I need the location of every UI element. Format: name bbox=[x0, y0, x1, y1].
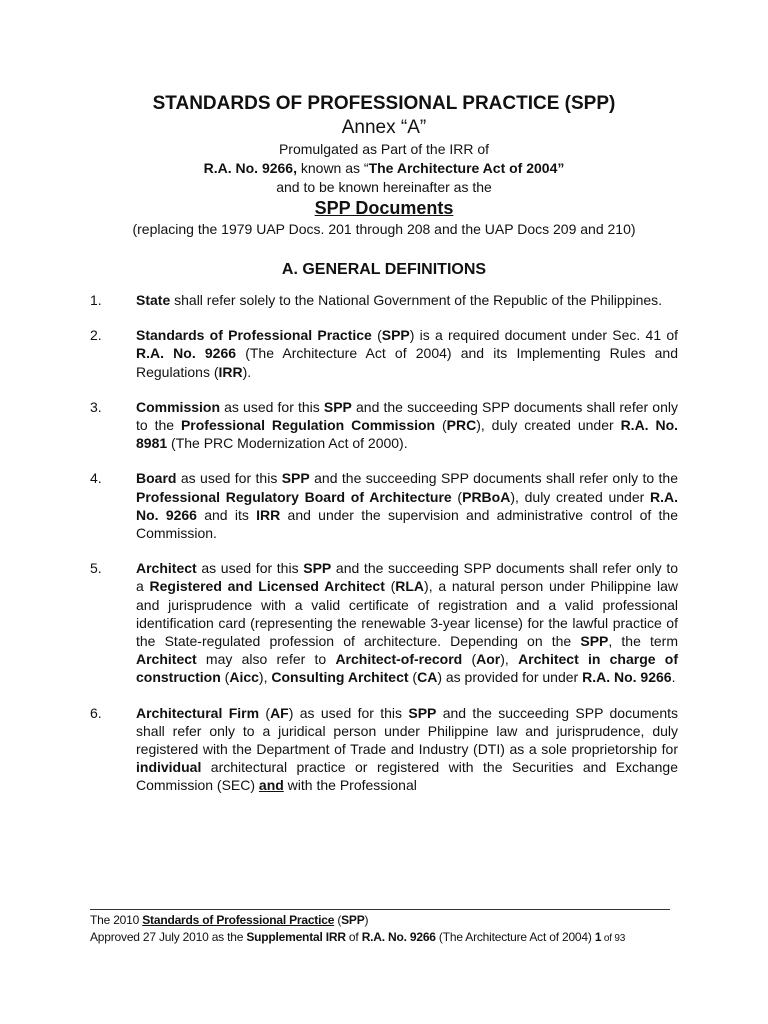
definition-item bbox=[90, 326, 678, 381]
document-header bbox=[0, 92, 768, 239]
text-run: with the Professional bbox=[283, 777, 417, 794]
act-name: The Architecture Act of 2004” bbox=[368, 160, 565, 176]
text-run: Architectural Firm bbox=[136, 704, 260, 721]
item-text bbox=[136, 469, 678, 542]
text-run: SPP bbox=[323, 398, 352, 415]
replacing-line: (replacing the 1979 UAP Docs. 201 through 208 and the UAP Docs 209 and 210) bbox=[132, 221, 636, 237]
title-main: STANDARDS OF PROFESSIONAL PRACTICE ( bbox=[152, 93, 571, 114]
text-run: as used for this bbox=[176, 470, 282, 487]
text-run: ( bbox=[451, 488, 463, 505]
text-run: Architect in charge of construction bbox=[136, 651, 679, 686]
text-run: ) as used for this bbox=[288, 704, 409, 721]
text-run: Architect bbox=[136, 560, 197, 577]
text-run: CA bbox=[417, 669, 438, 686]
text-run: SPP bbox=[341, 913, 365, 927]
item-number: 2. bbox=[90, 327, 102, 344]
text-run: SPP bbox=[303, 560, 332, 577]
item-number: 6. bbox=[90, 704, 102, 721]
title-abbr: SPP bbox=[571, 93, 610, 114]
text-run: ), duly created under bbox=[510, 488, 651, 505]
text-run: ( bbox=[220, 669, 230, 686]
text-run: ) is a required document under Sec. 41 of bbox=[409, 327, 679, 344]
ra-line bbox=[0, 159, 768, 178]
item-text bbox=[136, 291, 678, 309]
text-run: and the succeeding SPP documents shall refer only to a bbox=[136, 560, 679, 595]
text-run: Board bbox=[136, 470, 177, 487]
text-run: R.A. No. 9266 bbox=[361, 930, 436, 944]
text-run: ( bbox=[408, 669, 418, 686]
text-run: of 93 bbox=[601, 933, 626, 944]
definition-item bbox=[90, 469, 678, 542]
text-run: and the succeeding SPP documents shall refer only to the bbox=[136, 398, 678, 434]
text-run: as used for this bbox=[196, 560, 304, 577]
hereinafter-line: and to be known hereinafter as the bbox=[276, 179, 492, 195]
text-run: Supplemental IRR bbox=[246, 930, 346, 944]
text-run: (The PRC Modernization Act of 2000). bbox=[167, 435, 408, 452]
item-text bbox=[136, 326, 678, 381]
text-run: IRR bbox=[256, 506, 281, 523]
text-run: State bbox=[136, 292, 171, 308]
section-title: A. GENERAL DEFINITIONS bbox=[281, 261, 487, 278]
text-run: . bbox=[671, 669, 676, 686]
text-run: RLA bbox=[395, 578, 425, 595]
text-run: R.A. No. 9266 bbox=[582, 669, 672, 686]
text-run: ) bbox=[364, 913, 369, 927]
text-run: ), bbox=[258, 669, 272, 686]
text-run: SPP bbox=[408, 704, 437, 721]
text-run: shall refer solely to the National Government of the Republic of the Philippines. bbox=[170, 292, 663, 308]
text-run: ), bbox=[500, 651, 519, 668]
text-run: individual bbox=[136, 759, 202, 776]
text-run: may also refer to bbox=[196, 651, 336, 668]
text-run: Standards of Professional Practice bbox=[142, 913, 335, 927]
text-run: SPP bbox=[381, 327, 410, 344]
text-run: ( bbox=[259, 704, 271, 721]
text-run: Architect bbox=[136, 651, 197, 668]
item-number: 1. bbox=[90, 292, 102, 308]
text-run: , the term bbox=[608, 633, 678, 650]
text-run: of bbox=[345, 930, 362, 944]
footer-divider bbox=[90, 909, 670, 910]
text-run: SPP bbox=[281, 470, 310, 487]
text-run: and the succeeding SPP documents shall refer only to the bbox=[309, 470, 679, 487]
text-run: ), duly created under bbox=[476, 417, 621, 434]
text-run: and bbox=[258, 777, 284, 794]
text-run: ( bbox=[384, 578, 396, 595]
footer-line-1 bbox=[90, 912, 690, 929]
text-run: Registered and Licensed Architect bbox=[149, 578, 385, 595]
item-number: 4. bbox=[90, 470, 102, 487]
text-run: Architect-of-record bbox=[335, 651, 463, 668]
definition-item bbox=[90, 398, 678, 453]
text-run: Commission bbox=[136, 398, 221, 415]
text-run: ( bbox=[462, 651, 477, 668]
text-run: and its bbox=[196, 506, 257, 523]
text-run: Approved 27 July 2010 as the bbox=[90, 930, 247, 944]
text-run: ( bbox=[334, 913, 342, 927]
item-text bbox=[136, 559, 678, 686]
text-run: Standards of Professional Practice bbox=[136, 327, 372, 344]
document-title bbox=[0, 92, 768, 116]
text-run: R.A. No. 8981 bbox=[136, 417, 679, 452]
text-run: 1 bbox=[594, 930, 602, 944]
footer-line-2 bbox=[90, 929, 690, 947]
text-run: The 2010 bbox=[90, 913, 143, 927]
text-run: and the succeeding SPP documents shall refer only to a juridical person under Philippine law and jurisprudence, duly registered with the Department of Trade and Industry (DTI) as a sole proprietorship for bbox=[136, 704, 678, 758]
text-run: IRR bbox=[218, 363, 243, 380]
item-number: 5. bbox=[90, 560, 102, 577]
text-run: Professional Regulatory Board of Architecture bbox=[136, 488, 452, 505]
text-run: Aor bbox=[476, 651, 501, 668]
text-run: Professional Regulation Commission bbox=[180, 417, 436, 434]
text-run: (The Architecture Act of 2004) bbox=[435, 930, 595, 944]
text-run: Aicc bbox=[229, 669, 259, 686]
spp-documents-heading: SPP Documents bbox=[314, 198, 454, 218]
text-run: R.A. No. 9266 bbox=[136, 488, 679, 523]
text-run: ), a natural person under Philippine law and jurisprudence with a valid certificate of registration and a valid professional identification card (representing the renewable 3-year license) for the lawful practice of the State-regulated profession of architecture. Depending on the bbox=[136, 578, 678, 650]
text-run: and under the supervision and administrative control of the Commission. bbox=[136, 506, 678, 542]
text-run: ( bbox=[435, 417, 447, 434]
text-run: ). bbox=[242, 363, 252, 380]
text-run: as used for this bbox=[220, 398, 324, 415]
promulgated-line: Promulgated as Part of the IRR of bbox=[278, 141, 490, 157]
definition-item bbox=[90, 291, 678, 309]
text-run: PRBoA bbox=[462, 488, 511, 505]
page-footer bbox=[90, 912, 690, 947]
definitions-list bbox=[90, 291, 678, 812]
item-number: 3. bbox=[90, 398, 102, 415]
text-run: (The Architecture Act of 2004) and its Implementing Rules and Regulations ( bbox=[136, 345, 678, 380]
text-run: Consulting Architect bbox=[271, 669, 409, 686]
ra-number: R.A. No. 9266, bbox=[203, 160, 297, 176]
definition-item bbox=[90, 559, 678, 686]
title-close: ) bbox=[609, 93, 616, 114]
text-run: R.A. No. 9266 bbox=[136, 345, 237, 362]
item-text bbox=[136, 398, 678, 453]
text-run: architectural practice or registered with the Securities and Exchange Commission (SEC) bbox=[136, 759, 678, 794]
text-run: ( bbox=[371, 327, 382, 344]
item-text bbox=[136, 704, 678, 795]
text-run: SPP bbox=[580, 633, 609, 650]
text-run: PRC bbox=[446, 417, 477, 434]
annex-label: Annex “A” bbox=[341, 117, 427, 138]
text-run: ) as provided for under bbox=[437, 669, 583, 686]
definition-item bbox=[90, 704, 678, 795]
text-run: AF bbox=[270, 704, 289, 721]
known-as-text: known as “ bbox=[296, 160, 369, 176]
